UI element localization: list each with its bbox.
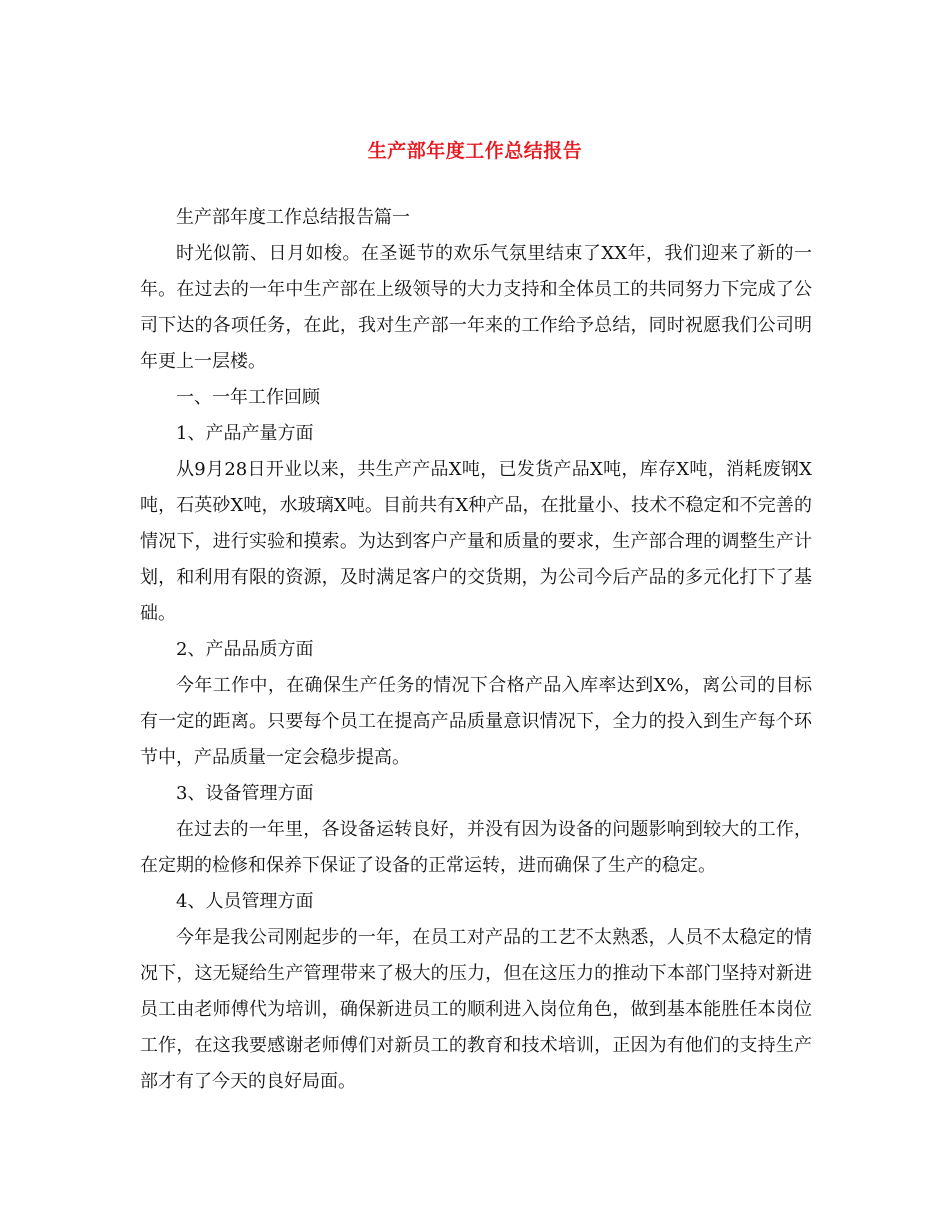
heading-personnel-management: 4、人员管理方面 [176, 891, 314, 912]
document-body [140, 200, 812, 1100]
section-heading-part-one: 生产部年度工作总结报告篇一 [176, 207, 410, 228]
heading-production-output: 1、产品产量方面 [176, 423, 314, 444]
heading-annual-review: 一、一年工作回顾 [176, 387, 320, 408]
heading-product-quality: 2、产品品质方面 [176, 639, 314, 660]
paragraph-product-quality: 今年工作中，在确保生产任务的情况下合格产品入库率达到X%，离公司的目标有一定的距离。只要每个员工在提高产品质量意识情况下，全力的投入到生产每个环节中，产品质量一定会稳步提高。 [140, 675, 812, 768]
document-title: 生产部年度工作总结报告 [367, 140, 583, 162]
paragraph-equipment-management: 在过去的一年里，各设备运转良好，并没有因为设备的问题影响到较大的工作，在定期的检修和保养下保证了设备的正常运转，进而确保了生产的稳定。 [140, 819, 812, 876]
paragraph-personnel-management: 今年是我公司刚起步的一年，在员工对产品的工艺不太熟悉，人员不太稳定的情况下，这无疑给生产管理带来了极大的压力，但在这压力的推动下本部门坚持对新进员工由老师傅代为培训，确保新进员工的顺利进入岗位角色，做到基本能胜任本岗位工作，在这我要感谢老师傅们对新员工的教育和技术培训，正因为有他们的支持生产部才有了今天的良好局面。 [140, 927, 812, 1092]
heading-equipment-management: 3、设备管理方面 [176, 783, 314, 804]
intro-paragraph: 时光似箭、日月如梭。在圣诞节的欢乐气氛里结束了XX年，我们迎来了新的一年。在过去的一年中生产部在上级领导的大力支持和全体员工的共同努力下完成了公司下达的各项任务，在此，我对生产部一年来的工作给予总结，同时祝愿我们公司明年更上一层楼。 [140, 243, 812, 372]
paragraph-production-output: 从9月28日开业以来，共生产产品X吨，已发货产品X吨，库存X吨，消耗废钢X吨，石英砂X吨，水玻璃X吨。目前共有X种产品，在批量小、技术不稳定和不完善的情况下，进行实验和摸索。为达到客户产量和质量的要求，生产部合理的调整生产计划，和利用有限的资源，及时满足客户的交货期，为公司今后产品的多元化打下了基础。 [140, 459, 812, 624]
